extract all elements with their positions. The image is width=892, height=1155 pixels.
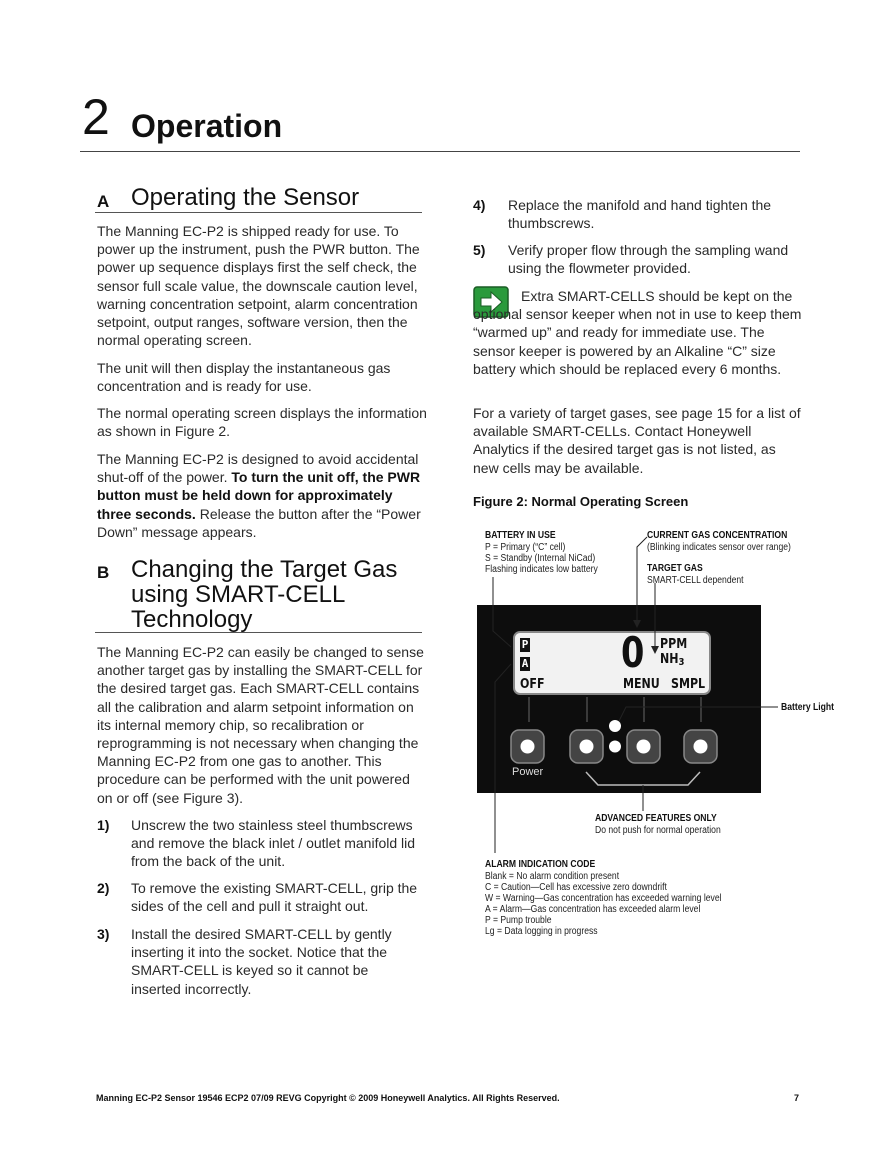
battery-line: Flashing indicates low battery bbox=[485, 564, 598, 575]
section-a-paragraph-2: The unit will then display the instantaneous gas concentration and is ready for use. bbox=[97, 360, 391, 395]
advanced-button bbox=[627, 730, 660, 763]
alarm-code-heading: ALARM INDICATION CODE bbox=[485, 859, 596, 870]
target-gas-heading: TARGET GAS bbox=[647, 563, 703, 574]
power-label: Power bbox=[512, 766, 544, 778]
step-text: Verify proper flow through the sampling wand using the flowmeter provided. bbox=[508, 242, 789, 277]
target-gas-note: SMART-CELL dependent bbox=[647, 575, 744, 586]
lcd-unit: PPM bbox=[660, 637, 688, 652]
advanced-features-heading: ADVANCED FEATURES ONLY bbox=[595, 813, 717, 824]
section-a-paragraph-4: The Manning EC-P2 is designed to avoid accidental shut-off of the power. To turn the unit off, the PWR button must be held down for approximately three seconds. Release the button after the “Power Down” message appears. bbox=[97, 451, 421, 540]
chapter-number: 2 bbox=[82, 89, 110, 145]
alarm-code-line: Lg = Data logging in progress bbox=[485, 926, 598, 937]
current-gas-note: (Blinking indicates sensor over range) bbox=[647, 542, 791, 553]
power-off-instruction: To turn the unit off, the PWR button must be held down for approximately three seconds. bbox=[97, 469, 421, 522]
section-b-title-line-1: Changing the Target Gas bbox=[131, 556, 398, 583]
page-footer: Manning EC-P2 Sensor 19546 ECP2 07/09 REVG Copyright © 2009 Honeywell Analytics. All Rights Reserved. bbox=[96, 1093, 560, 1103]
step-number: 4) bbox=[473, 197, 486, 213]
advanced-features-note: Do not push for normal operation bbox=[595, 825, 721, 836]
step-number: 5) bbox=[473, 242, 486, 258]
step-text: To remove the existing SMART-CELL, grip the sides of the cell and pull it straight out. bbox=[131, 880, 418, 915]
current-gas-heading: CURRENT GAS CONCENTRATION bbox=[647, 530, 788, 541]
power-button bbox=[511, 730, 544, 763]
section-a-title: Operating the Sensor bbox=[131, 184, 360, 211]
figure-2 bbox=[473, 517, 833, 957]
tip-paragraph: Extra SMART-CELLS should be kept on the optional sensor keeper when not in use to keep them “warmed up” and ready for immediate use. The sensor keeper is powered by an Alkaline “C” size battery which should be replaced every 6 months. bbox=[473, 288, 802, 377]
step-number: 2) bbox=[97, 880, 110, 896]
figure-caption: Figure 2: Normal Operating Screen bbox=[473, 494, 689, 509]
section-b-letter: B bbox=[97, 563, 110, 582]
battery-line: P = Primary (“C” cell) bbox=[485, 542, 566, 553]
middle-led bbox=[609, 741, 621, 753]
step-number: 3) bbox=[97, 926, 110, 942]
section-a-paragraph-1: The Manning EC-P2 is shipped ready for use. To power up the instrument, push the PWR button. The power up sequence displays first the self check, the sensor full scale value, the downscale caution level, warning concentration setpoint, alarm concentration setpoint, output ranges, software version, then the normal operating screen. bbox=[97, 223, 420, 349]
lcd-battery-indicator: P bbox=[521, 638, 529, 651]
lcd-off-label: OFF bbox=[520, 677, 545, 692]
step-text: Install the desired SMART-CELL by gently inserting it into the socket. Notice that the SMART-CELL is keyed so it cannot be inserted incorrectly. bbox=[131, 926, 392, 997]
page-number: 7 bbox=[794, 1093, 800, 1103]
battery-in-use-heading: BATTERY IN USE bbox=[485, 530, 556, 541]
section-a-letter: A bbox=[97, 192, 110, 211]
section-a-divider bbox=[95, 212, 422, 213]
section-b-title-line-2: using SMART-CELL bbox=[131, 581, 346, 608]
menu-button bbox=[570, 730, 603, 763]
lcd-smpl-label: SMPL bbox=[671, 677, 706, 692]
battery-light-label: Battery Light bbox=[781, 702, 835, 713]
alarm-code-line: P = Pump trouble bbox=[485, 915, 552, 926]
step-number: 1) bbox=[97, 817, 110, 833]
section-a-paragraph-3: The normal operating screen displays the information as shown in Figure 2. bbox=[97, 405, 427, 440]
right-paragraph: For a variety of target gases, see page 15 for a list of available SMART-CELLs. Contact Honeywell Analytics if the desired target gas is not listed, as new cells may be available. bbox=[473, 405, 801, 476]
step-text: Unscrew the two stainless steel thumbscrews and remove the black inlet / outlet manifold lid from the back of the unit. bbox=[131, 817, 416, 870]
alarm-code-line: C = Caution—Cell has excessive zero downdrift bbox=[485, 882, 667, 893]
lcd-target-gas: NH3 bbox=[660, 652, 685, 668]
smpl-button bbox=[684, 730, 717, 763]
battery-line: S = Standby (Internal NiCad) bbox=[485, 553, 596, 564]
alarm-code-line: W = Warning—Gas concentration has exceeded warning level bbox=[485, 893, 722, 904]
lcd-gas-value: 0 bbox=[621, 628, 645, 677]
section-b-divider bbox=[95, 632, 422, 633]
alarm-code-line: A = Alarm—Gas concentration has exceeded alarm level bbox=[485, 904, 701, 915]
alarm-code-line: Blank = No alarm condition present bbox=[485, 871, 620, 882]
section-b-title-line-3: Technology bbox=[131, 606, 253, 633]
step-text: Replace the manifold and hand tighten the thumbscrews. bbox=[508, 197, 772, 232]
chapter-divider bbox=[80, 151, 800, 152]
chapter-title: Operation bbox=[131, 108, 283, 144]
lcd-alarm-indicator: A bbox=[521, 657, 529, 670]
section-b-paragraph-1: The Manning EC-P2 can easily be changed to sense another target gas by installing the SMART-CELL for the desired target gas. Each SMART-CELL contains all the calibration and alarm setpoint information on its internal memory chip, so recalibration or reprogramming is not necessary when changing the Manning EC-P2 from one gas to another. This procedure can be performed with the unit powered on or off (see Figure 3). bbox=[97, 644, 424, 806]
lcd-menu-label: MENU bbox=[623, 677, 660, 692]
